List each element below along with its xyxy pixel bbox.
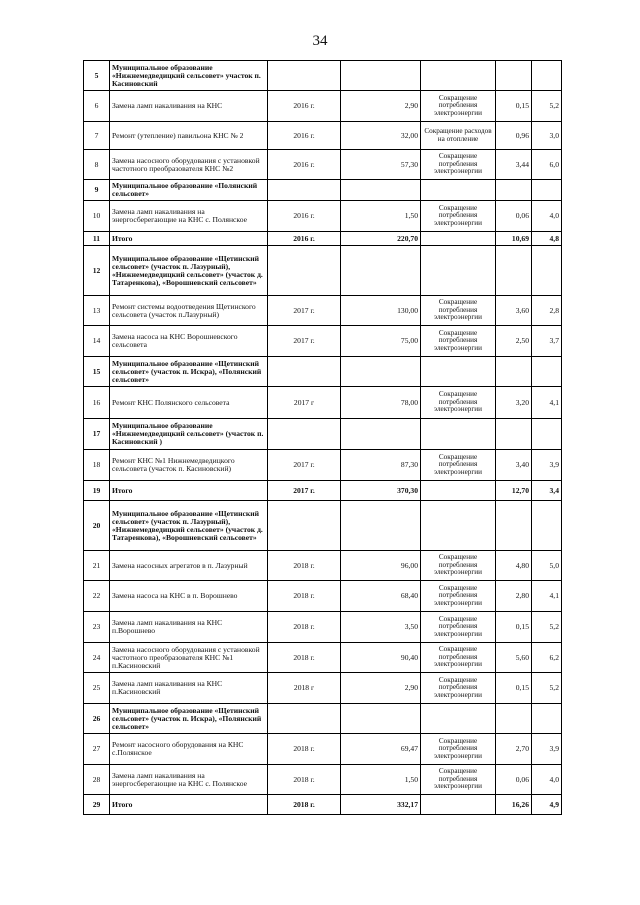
row-effect <box>421 180 496 201</box>
row-payback: 4,1 <box>532 581 562 612</box>
row-cost: 2,90 <box>341 673 421 704</box>
table-body <box>84 61 562 815</box>
table-row <box>84 201 562 232</box>
row-payback: 5,2 <box>532 612 562 643</box>
row-cost: 3,50 <box>341 612 421 643</box>
row-saving: 3,40 <box>496 450 532 481</box>
table-row <box>84 419 562 450</box>
row-effect <box>421 795 496 815</box>
row-year: 2017 г <box>268 387 341 419</box>
table-row <box>84 765 562 795</box>
row-name: Ремонт КНС №1 Нижнемедведицкого сельсовета (участок п. Касиновский) <box>110 450 268 481</box>
row-year: 2016 г. <box>268 150 341 180</box>
row-cost: 32,00 <box>341 122 421 150</box>
row-payback: 5,2 <box>532 91 562 122</box>
row-payback <box>532 246 562 296</box>
row-cost: 90,40 <box>341 643 421 673</box>
row-number: 24 <box>84 643 110 673</box>
row-saving <box>496 501 532 551</box>
row-effect <box>421 419 496 450</box>
table-row <box>84 122 562 150</box>
table-row <box>84 326 562 357</box>
row-name: Замена насосного оборудования с установкой частотного преобразователя КНС №1 п.Касиновский <box>110 643 268 673</box>
row-number: 16 <box>84 387 110 419</box>
row-year: 2017 г. <box>268 296 341 326</box>
row-saving: 4,80 <box>496 551 532 581</box>
row-year: 2018 г. <box>268 551 341 581</box>
row-cost: 370,30 <box>341 481 421 501</box>
row-number: 14 <box>84 326 110 357</box>
row-saving <box>496 61 532 91</box>
row-name: Муниципальное образование «Нижнемедведицкий сельсовет» (участок п. Касиновский ) <box>110 419 268 450</box>
row-payback: 4,8 <box>532 232 562 246</box>
row-number: 10 <box>84 201 110 232</box>
table-row <box>84 795 562 815</box>
row-payback: 3,4 <box>532 481 562 501</box>
table-row <box>84 612 562 643</box>
table-row <box>84 91 562 122</box>
row-year: 2017 г. <box>268 450 341 481</box>
row-number: 7 <box>84 122 110 150</box>
row-year <box>268 180 341 201</box>
row-payback: 4,0 <box>532 201 562 232</box>
row-name: Муниципальное образование «Щетинский сельсовет» (участок п. Лазурный), «Нижнемедведицкий сельсовет» (участок д. Татаренкова), «Ворошневский сельсовет» <box>110 246 268 296</box>
row-cost: 78,00 <box>341 387 421 419</box>
row-number: 5 <box>84 61 110 91</box>
row-saving <box>496 704 532 734</box>
row-payback: 4,9 <box>532 795 562 815</box>
row-effect: Сокращение потребления электроэнергии <box>421 201 496 232</box>
table-row <box>84 61 562 91</box>
row-name: Замена ламп накаливания на КНС <box>110 91 268 122</box>
row-saving <box>496 419 532 450</box>
row-number: 9 <box>84 180 110 201</box>
row-name: Замена ламп накаливания на энергосберегающие на КНС с. Полянское <box>110 201 268 232</box>
row-saving <box>496 357 532 387</box>
row-year: 2016 г. <box>268 201 341 232</box>
row-cost: 57,30 <box>341 150 421 180</box>
row-effect: Сокращение потребления электроэнергии <box>421 581 496 612</box>
row-name: Итого <box>110 232 268 246</box>
row-name: Муниципальное образование «Щетинский сельсовет» (участок п. Лазурный), «Нижнемедведицкий сельсовет» (участок д. Татаренкова), «Ворошневский сельсовет» <box>110 501 268 551</box>
row-cost: 220,70 <box>341 232 421 246</box>
row-payback <box>532 180 562 201</box>
row-cost: 68,40 <box>341 581 421 612</box>
row-year: 2018 г. <box>268 765 341 795</box>
row-effect <box>421 501 496 551</box>
row-saving: 0,15 <box>496 673 532 704</box>
row-name: Итого <box>110 481 268 501</box>
row-cost: 87,30 <box>341 450 421 481</box>
row-effect: Сокращение потребления электроэнергии <box>421 551 496 581</box>
row-number: 22 <box>84 581 110 612</box>
row-year <box>268 704 341 734</box>
row-year: 2017 г. <box>268 326 341 357</box>
row-name: Замена насоса на КНС Ворошневского сельсовета <box>110 326 268 357</box>
row-effect <box>421 61 496 91</box>
row-effect: Сокращение потребления электроэнергии <box>421 387 496 419</box>
table-row <box>84 296 562 326</box>
row-effect: Сокращение потребления электроэнергии <box>421 450 496 481</box>
row-cost: 130,00 <box>341 296 421 326</box>
row-effect: Сокращение потребления электроэнергии <box>421 326 496 357</box>
row-name: Муниципальное образование «Щетинский сельсовет» (участок п. Искра), «Полянский сельсовет» <box>110 704 268 734</box>
table-row <box>84 150 562 180</box>
row-cost <box>341 61 421 91</box>
row-cost: 2,90 <box>341 91 421 122</box>
row-payback <box>532 357 562 387</box>
row-payback <box>532 501 562 551</box>
row-number: 20 <box>84 501 110 551</box>
row-saving: 3,60 <box>496 296 532 326</box>
row-number: 27 <box>84 734 110 765</box>
row-number: 28 <box>84 765 110 795</box>
page-number: 34 <box>312 33 328 49</box>
row-number: 15 <box>84 357 110 387</box>
row-effect <box>421 232 496 246</box>
row-saving: 3,20 <box>496 387 532 419</box>
table-row <box>84 501 562 551</box>
row-effect: Сокращение потребления электроэнергии <box>421 612 496 643</box>
row-number: 29 <box>84 795 110 815</box>
row-payback: 3,7 <box>532 326 562 357</box>
row-payback <box>532 704 562 734</box>
row-name: Замена насосных агрегатов в п. Лазурный <box>110 551 268 581</box>
row-saving: 2,50 <box>496 326 532 357</box>
row-cost <box>341 180 421 201</box>
row-effect <box>421 481 496 501</box>
measures-table <box>83 60 562 815</box>
row-year: 2018 г. <box>268 643 341 673</box>
row-number: 26 <box>84 704 110 734</box>
row-name: Замена ламп накаливания на КНС п.Ворошнево <box>110 612 268 643</box>
row-payback: 4,0 <box>532 765 562 795</box>
table-row <box>84 673 562 704</box>
row-saving: 16,26 <box>496 795 532 815</box>
row-effect: Сокращение потребления электроэнергии <box>421 643 496 673</box>
row-effect: Сокращение расходов на отопление <box>421 122 496 150</box>
row-number: 25 <box>84 673 110 704</box>
row-year: 2018 г <box>268 673 341 704</box>
row-name: Замена ламп накаливания на энергосберегающие на КНС с. Полянское <box>110 765 268 795</box>
row-year: 2018 г. <box>268 734 341 765</box>
row-cost <box>341 246 421 296</box>
row-cost: 75,00 <box>341 326 421 357</box>
row-year: 2016 г. <box>268 232 341 246</box>
row-name: Ремонт (утепление) павильона КНС № 2 <box>110 122 268 150</box>
row-number: 23 <box>84 612 110 643</box>
row-saving: 0,15 <box>496 612 532 643</box>
row-cost <box>341 357 421 387</box>
row-cost <box>341 419 421 450</box>
row-effect: Сокращение потребления электроэнергии <box>421 150 496 180</box>
row-effect <box>421 246 496 296</box>
row-year <box>268 246 341 296</box>
row-payback: 4,1 <box>532 387 562 419</box>
row-year <box>268 501 341 551</box>
row-cost: 69,47 <box>341 734 421 765</box>
row-payback: 6,0 <box>532 150 562 180</box>
table-row <box>84 357 562 387</box>
row-cost: 96,00 <box>341 551 421 581</box>
table-row <box>84 581 562 612</box>
row-year <box>268 61 341 91</box>
row-effect: Сокращение потребления электроэнергии <box>421 765 496 795</box>
row-saving: 10,69 <box>496 232 532 246</box>
row-name: Ремонт насосного оборудования на КНС с.Полянское <box>110 734 268 765</box>
row-saving: 2,70 <box>496 734 532 765</box>
row-year <box>268 419 341 450</box>
row-saving: 0,96 <box>496 122 532 150</box>
row-year: 2018 г. <box>268 581 341 612</box>
row-saving: 0,06 <box>496 201 532 232</box>
row-cost <box>341 501 421 551</box>
row-name: Муниципальное образование «Щетинский сельсовет» (участок п. Искра), «Полянский сельсовет» <box>110 357 268 387</box>
row-name: Муниципальное образование «Полянский сельсовет» <box>110 180 268 201</box>
row-name: Итого <box>110 795 268 815</box>
row-saving <box>496 180 532 201</box>
row-number: 21 <box>84 551 110 581</box>
row-saving: 0,06 <box>496 765 532 795</box>
row-year: 2018 г. <box>268 612 341 643</box>
row-payback: 2,8 <box>532 296 562 326</box>
table-row <box>84 246 562 296</box>
row-effect: Сокращение потребления электроэнергии <box>421 673 496 704</box>
table-row <box>84 734 562 765</box>
row-saving <box>496 246 532 296</box>
row-payback: 3,0 <box>532 122 562 150</box>
row-effect <box>421 704 496 734</box>
row-name: Замена ламп накаливания на КНС п.Касиновский <box>110 673 268 704</box>
row-number: 11 <box>84 232 110 246</box>
row-saving: 2,80 <box>496 581 532 612</box>
table-row <box>84 232 562 246</box>
row-year: 2016 г. <box>268 122 341 150</box>
row-payback: 3,9 <box>532 734 562 765</box>
row-payback: 5,0 <box>532 551 562 581</box>
row-payback <box>532 61 562 91</box>
row-payback: 5,2 <box>532 673 562 704</box>
row-payback <box>532 419 562 450</box>
row-saving: 5,60 <box>496 643 532 673</box>
row-effect: Сокращение потребления электроэнергии <box>421 296 496 326</box>
row-number: 6 <box>84 91 110 122</box>
row-effect: Сокращение потребления электроэнергии <box>421 91 496 122</box>
row-effect <box>421 357 496 387</box>
row-cost <box>341 704 421 734</box>
table-row <box>84 704 562 734</box>
table-row <box>84 180 562 201</box>
row-name: Ремонт системы водоотведения Щетинского сельсовета (участок п.Лазурный) <box>110 296 268 326</box>
table-row <box>84 551 562 581</box>
table-row <box>84 481 562 501</box>
row-effect: Сокращение потребления электроэнергии <box>421 734 496 765</box>
row-saving: 3,44 <box>496 150 532 180</box>
table-row <box>84 450 562 481</box>
row-number: 12 <box>84 246 110 296</box>
row-payback: 6,2 <box>532 643 562 673</box>
table-row <box>84 387 562 419</box>
row-year: 2018 г. <box>268 795 341 815</box>
row-cost: 1,50 <box>341 201 421 232</box>
table-row <box>84 643 562 673</box>
row-number: 19 <box>84 481 110 501</box>
row-number: 17 <box>84 419 110 450</box>
row-payback: 3,9 <box>532 450 562 481</box>
row-saving: 12,70 <box>496 481 532 501</box>
row-cost: 332,17 <box>341 795 421 815</box>
row-saving: 0,15 <box>496 91 532 122</box>
row-year: 2017 г. <box>268 481 341 501</box>
row-name: Муниципальное образование «Нижнемедведицкий сельсовет» участок п. Касиновский <box>110 61 268 91</box>
row-year <box>268 357 341 387</box>
row-number: 13 <box>84 296 110 326</box>
row-name: Ремонт КНС Полянского сельсовета <box>110 387 268 419</box>
row-name: Замена насоса на КНС в п. Ворошнево <box>110 581 268 612</box>
row-number: 18 <box>84 450 110 481</box>
row-name: Замена насосного оборудования с установкой частотного преобразователя КНС №2 <box>110 150 268 180</box>
row-cost: 1,50 <box>341 765 421 795</box>
row-number: 8 <box>84 150 110 180</box>
row-year: 2016 г. <box>268 91 341 122</box>
